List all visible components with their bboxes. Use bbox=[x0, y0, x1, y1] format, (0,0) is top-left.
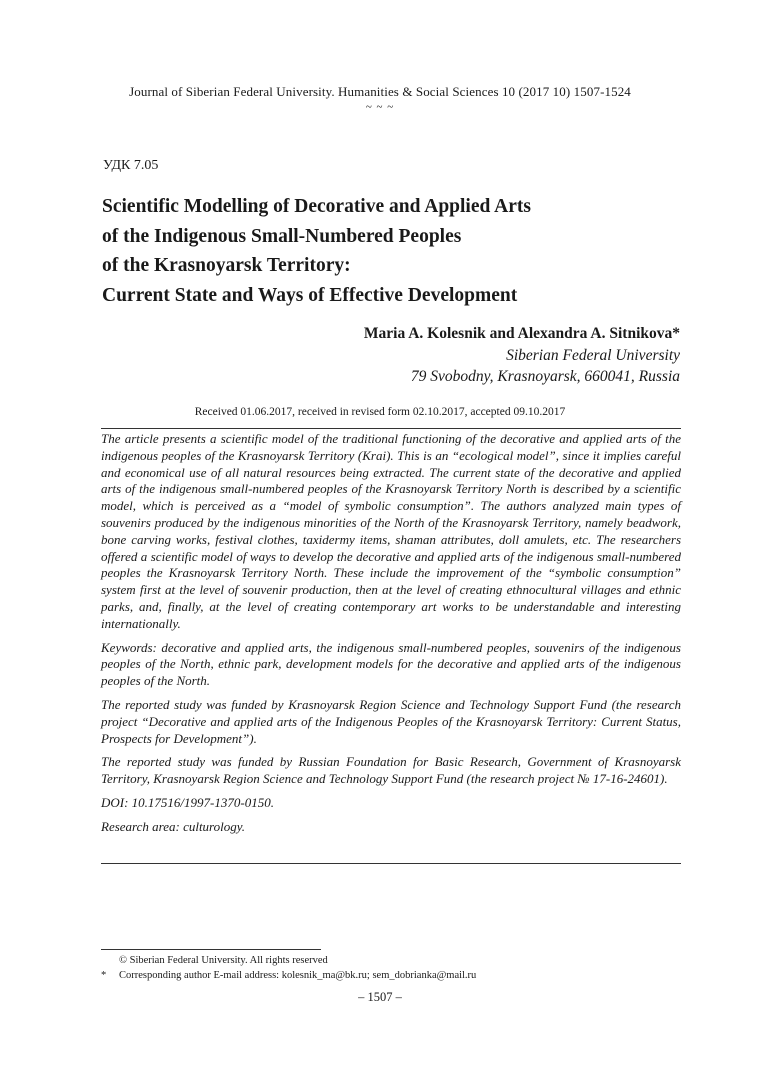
header-ornament: ~ ~ ~ bbox=[365, 101, 395, 113]
affiliation-university: Siberian Federal University bbox=[506, 346, 680, 364]
affiliation-address: 79 Svobodny, Krasnoyarsk, 660041, Russia bbox=[410, 368, 680, 385]
title-line: of the Krasnoyarsk Territory: bbox=[102, 255, 351, 276]
research-area: Research area: culturology. bbox=[101, 818, 246, 834]
bottom-divider bbox=[101, 863, 681, 864]
title-line: Current State and Ways of Effective Development bbox=[102, 284, 518, 306]
funding-note: The reported study was funded by Krasnoyarsk Region Science and Technology Support Fund (the research project “Decorative and applied arts of the Indigenous Peoples of the Krasnoyarsk Territory: Current Status, Prospects for Development”). bbox=[101, 696, 681, 746]
copyright-text: © Siberian Federal University. All rights reserved bbox=[119, 955, 328, 966]
corresponding-text: Corresponding author E-mail address: kolesnik_ma@bk.ru; sem_dobrianka@mail.ru bbox=[119, 970, 477, 981]
udk-code: УДК 7.05 bbox=[103, 158, 159, 173]
footnotes bbox=[101, 953, 681, 983]
article-title bbox=[102, 192, 662, 310]
doi: DOI: 10.17516/1997-1370-0150. bbox=[101, 794, 274, 810]
page-number: – 1507 – bbox=[358, 990, 402, 1004]
corresponding-footnote bbox=[101, 968, 681, 983]
funding-note: The reported study was funded by Russian Foundation for Basic Research, Government of Krasnoyarsk Territory, Krasnoyarsk Region Science and Technology Support Fund (the research project № 17-16-24601). bbox=[101, 754, 681, 787]
abstract-text: The article presents a scientific model of the traditional functioning of the decorative and applied arts of the indigenous peoples of the Krasnoyarsk Territory (Krai). This is an “ecological model”, since it implies careful and economical use of all natural resources being extracted. The current state of the decorative and applied arts of the indigenous small-numbered peoples of the Krasnoyarsk Territory North is described by a scientific model, which is perceived as a “model of symbolic consumption”. The authors analyzed main types of souvenirs produced by the indigenous minorities of the North of the Krasnoyarsk Territory, namely beadwork, bone carving works, festival clothes, taxidermy items, shaman attributes, doll amulets, etc. The researchers offered a scientific model of ways to develop the decorative and applied arts of the indigenous small-numbered peoples the Krasnoyarsk Territory North. These include the improvement of the “symbolic consumption” system first at the level of souvenir production, then at the level of creating ethnocultural villages and ethnic parks, and, finally, at the level of creating contemporary art works to be understandable and interesting internationally. bbox=[101, 431, 681, 631]
title-line: Scientific Modelling of Decorative and Applied Arts bbox=[102, 196, 531, 217]
abstract-block bbox=[101, 431, 681, 843]
received-dates: Received 01.06.2017, received in revised form 02.10.2017, accepted 09.10.2017 bbox=[194, 406, 566, 418]
footnote-mark: * bbox=[101, 970, 107, 981]
title-line: of the Indigenous Small-Numbered Peoples bbox=[102, 225, 462, 247]
author-block bbox=[364, 323, 680, 388]
author-names: Maria A. Kolesnik and Alexandra A. Sitnikova* bbox=[363, 325, 680, 342]
footnote-divider bbox=[101, 949, 321, 950]
journal-header: Journal of Siberian Federal University. Humanities & Social Sciences 10 (2017 10) 1507-1524 bbox=[129, 84, 631, 99]
top-divider bbox=[101, 428, 681, 429]
copyright-footnote bbox=[101, 953, 681, 968]
keywords: Keywords: decorative and applied arts, the indigenous small-numbered peoples, souvenirs of the indigenous peoples of the North, ethnic park, development models for the decorative and applied arts of the indigenous peoples of the North. bbox=[101, 639, 681, 689]
